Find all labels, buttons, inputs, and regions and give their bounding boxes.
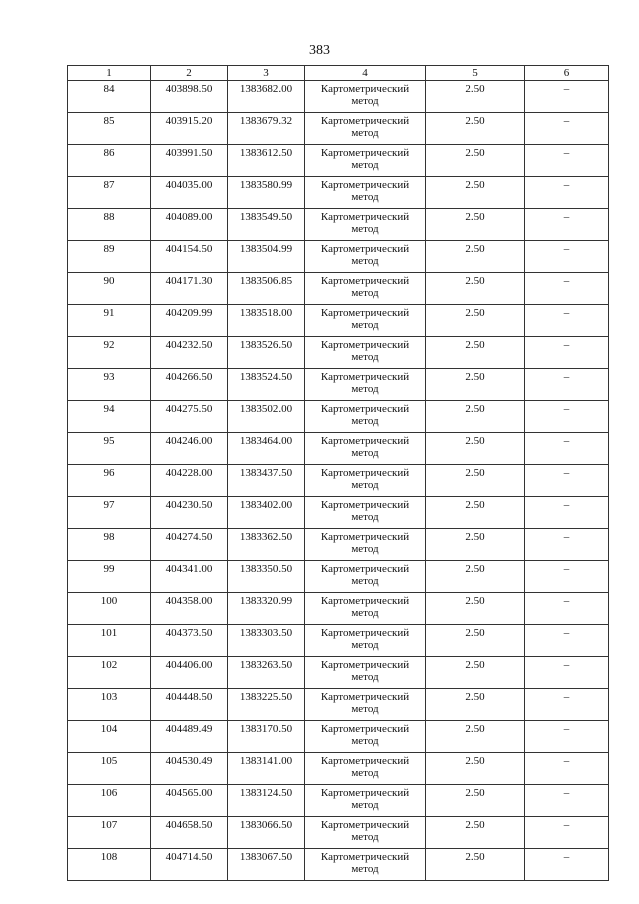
note-cell: – [525,849,609,881]
point-number-cell: 97 [68,497,151,529]
y-coordinate-cell: 1383682.00 [228,81,305,113]
x-coordinate-cell: 404209.99 [151,305,228,337]
accuracy-cell: 2.50 [426,241,525,273]
y-coordinate-cell: 1383402.00 [228,497,305,529]
column-header: 3 [228,66,305,81]
accuracy-cell: 2.50 [426,273,525,305]
point-number-cell: 85 [68,113,151,145]
y-coordinate-cell: 1383524.50 [228,369,305,401]
y-coordinate-cell: 1383506.85 [228,273,305,305]
point-number-cell: 106 [68,785,151,817]
method-line-1: Картометрический [320,851,410,863]
method-line-1: Картометрический [320,627,410,639]
x-coordinate-cell: 404274.50 [151,529,228,561]
y-coordinate-cell: 1383225.50 [228,689,305,721]
point-number-cell: 104 [68,721,151,753]
point-number-cell: 87 [68,177,151,209]
point-number-cell: 105 [68,753,151,785]
y-coordinate-cell: 1383303.50 [228,625,305,657]
method-line-2: метод [351,799,379,811]
table-row [68,337,609,369]
table-row [68,817,609,849]
table-row [68,241,609,273]
accuracy-cell: 2.50 [426,465,525,497]
accuracy-cell: 2.50 [426,753,525,785]
point-number-cell: 107 [68,817,151,849]
point-number-cell: 91 [68,305,151,337]
method-line-1: Картометрический [320,691,410,703]
method-line-2: метод [351,543,379,555]
x-coordinate-cell: 404530.49 [151,753,228,785]
x-coordinate-cell: 404266.50 [151,369,228,401]
note-cell: – [525,625,609,657]
method-cell [305,241,426,273]
method-line-1: Картометрический [320,147,410,159]
accuracy-cell: 2.50 [426,337,525,369]
coordinates-table [67,65,609,881]
note-cell: – [525,241,609,273]
table-row [68,785,609,817]
method-cell [305,849,426,881]
point-number-cell: 102 [68,657,151,689]
method-cell [305,753,426,785]
y-coordinate-cell: 1383502.00 [228,401,305,433]
method-line-1: Картометрический [320,499,410,511]
method-cell [305,273,426,305]
column-header: 5 [426,66,525,81]
table-row [68,593,609,625]
x-coordinate-cell: 404230.50 [151,497,228,529]
x-coordinate-cell: 404358.00 [151,593,228,625]
method-cell [305,401,426,433]
accuracy-cell: 2.50 [426,81,525,113]
method-line-2: метод [351,575,379,587]
x-coordinate-cell: 404489.49 [151,721,228,753]
header-row [68,66,609,81]
method-cell [305,369,426,401]
note-cell: – [525,145,609,177]
method-line-1: Картометрический [320,595,410,607]
point-number-cell: 96 [68,465,151,497]
method-cell [305,337,426,369]
y-coordinate-cell: 1383612.50 [228,145,305,177]
x-coordinate-cell: 404448.50 [151,689,228,721]
x-coordinate-cell: 403991.50 [151,145,228,177]
method-line-2: метод [351,703,379,715]
method-cell [305,785,426,817]
method-line-2: метод [351,191,379,203]
accuracy-cell: 2.50 [426,785,525,817]
y-coordinate-cell: 1383141.00 [228,753,305,785]
table-row [68,561,609,593]
method-line-2: метод [351,415,379,427]
y-coordinate-cell: 1383526.50 [228,337,305,369]
method-line-2: метод [351,479,379,491]
x-coordinate-cell: 404565.00 [151,785,228,817]
y-coordinate-cell: 1383320.99 [228,593,305,625]
point-number-cell: 90 [68,273,151,305]
note-cell: – [525,401,609,433]
y-coordinate-cell: 1383170.50 [228,721,305,753]
note-cell: – [525,113,609,145]
point-number-cell: 92 [68,337,151,369]
method-cell [305,817,426,849]
method-cell [305,305,426,337]
method-line-2: метод [351,287,379,299]
table-row [68,849,609,881]
method-line-1: Картометрический [320,723,410,735]
method-line-2: метод [351,607,379,619]
method-line-2: метод [351,735,379,747]
x-coordinate-cell: 404658.50 [151,817,228,849]
x-coordinate-cell: 404232.50 [151,337,228,369]
table-row [68,433,609,465]
table-row [68,401,609,433]
accuracy-cell: 2.50 [426,113,525,145]
point-number-cell: 84 [68,81,151,113]
y-coordinate-cell: 1383350.50 [228,561,305,593]
note-cell: – [525,561,609,593]
y-coordinate-cell: 1383362.50 [228,529,305,561]
method-line-2: метод [351,255,379,267]
accuracy-cell: 2.50 [426,145,525,177]
accuracy-cell: 2.50 [426,593,525,625]
table-row [68,689,609,721]
method-cell [305,689,426,721]
point-number-cell: 93 [68,369,151,401]
method-line-2: метод [351,383,379,395]
point-number-cell: 101 [68,625,151,657]
point-number-cell: 99 [68,561,151,593]
y-coordinate-cell: 1383518.00 [228,305,305,337]
accuracy-cell: 2.50 [426,209,525,241]
table-row [68,145,609,177]
table-row [68,177,609,209]
y-coordinate-cell: 1383067.50 [228,849,305,881]
method-line-1: Картометрический [320,211,410,223]
method-line-1: Картометрический [320,819,410,831]
note-cell: – [525,529,609,561]
x-coordinate-cell: 403915.20 [151,113,228,145]
accuracy-cell: 2.50 [426,529,525,561]
x-coordinate-cell: 404035.00 [151,177,228,209]
table-row [68,305,609,337]
accuracy-cell: 2.50 [426,689,525,721]
page-number: 383 [309,43,330,58]
accuracy-cell: 2.50 [426,433,525,465]
note-cell: – [525,433,609,465]
note-cell: – [525,465,609,497]
accuracy-cell: 2.50 [426,849,525,881]
note-cell: – [525,81,609,113]
note-cell: – [525,177,609,209]
method-line-2: метод [351,671,379,683]
method-line-1: Картометрический [320,563,410,575]
point-number-cell: 89 [68,241,151,273]
note-cell: – [525,817,609,849]
note-cell: – [525,721,609,753]
y-coordinate-cell: 1383580.99 [228,177,305,209]
accuracy-cell: 2.50 [426,721,525,753]
y-coordinate-cell: 1383263.50 [228,657,305,689]
accuracy-cell: 2.50 [426,657,525,689]
accuracy-cell: 2.50 [426,497,525,529]
method-line-2: метод [351,127,379,139]
method-line-2: метод [351,95,379,107]
table-row [68,721,609,753]
accuracy-cell: 2.50 [426,625,525,657]
y-coordinate-cell: 1383124.50 [228,785,305,817]
table-row [68,529,609,561]
method-line-2: метод [351,863,379,875]
method-line-1: Картометрический [320,243,410,255]
method-cell [305,177,426,209]
method-cell [305,465,426,497]
method-line-2: метод [351,319,379,331]
method-cell [305,721,426,753]
accuracy-cell: 2.50 [426,305,525,337]
method-cell [305,497,426,529]
column-header: 6 [525,66,609,81]
table-row [68,625,609,657]
method-line-1: Картометрический [320,531,410,543]
method-cell [305,657,426,689]
x-coordinate-cell: 404341.00 [151,561,228,593]
point-number-cell: 86 [68,145,151,177]
method-cell [305,529,426,561]
x-coordinate-cell: 404154.50 [151,241,228,273]
y-coordinate-cell: 1383549.50 [228,209,305,241]
method-line-2: метод [351,351,379,363]
table-row [68,753,609,785]
y-coordinate-cell: 1383437.50 [228,465,305,497]
method-line-1: Картометрический [320,371,410,383]
method-line-1: Картометрический [320,787,410,799]
method-line-1: Картометрический [320,467,410,479]
column-header: 2 [151,66,228,81]
table-row [68,497,609,529]
table-row [68,273,609,305]
note-cell: – [525,593,609,625]
y-coordinate-cell: 1383464.00 [228,433,305,465]
method-line-2: метод [351,639,379,651]
method-cell [305,625,426,657]
method-line-1: Картометрический [320,659,410,671]
note-cell: – [525,337,609,369]
point-number-cell: 88 [68,209,151,241]
point-number-cell: 103 [68,689,151,721]
x-coordinate-cell: 404089.00 [151,209,228,241]
method-cell [305,433,426,465]
table-row [68,465,609,497]
table-row [68,369,609,401]
note-cell: – [525,657,609,689]
table-row [68,657,609,689]
accuracy-cell: 2.50 [426,369,525,401]
y-coordinate-cell: 1383504.99 [228,241,305,273]
accuracy-cell: 2.50 [426,561,525,593]
point-number-cell: 100 [68,593,151,625]
note-cell: – [525,785,609,817]
table-row [68,113,609,145]
x-coordinate-cell: 404246.00 [151,433,228,465]
x-coordinate-cell: 404406.00 [151,657,228,689]
method-line-2: метод [351,447,379,459]
column-header: 1 [68,66,151,81]
point-number-cell: 98 [68,529,151,561]
method-line-2: метод [351,767,379,779]
method-cell [305,145,426,177]
accuracy-cell: 2.50 [426,817,525,849]
method-line-1: Картометрический [320,755,410,767]
method-line-1: Картометрический [320,339,410,351]
note-cell: – [525,369,609,401]
point-number-cell: 108 [68,849,151,881]
accuracy-cell: 2.50 [426,401,525,433]
method-line-1: Картометрический [320,275,410,287]
method-line-2: метод [351,831,379,843]
method-line-1: Картометрический [320,115,410,127]
x-coordinate-cell: 404275.50 [151,401,228,433]
method-line-2: метод [351,511,379,523]
note-cell: – [525,753,609,785]
method-line-1: Картометрический [320,307,410,319]
point-number-cell: 95 [68,433,151,465]
y-coordinate-cell: 1383679.32 [228,113,305,145]
method-line-1: Картометрический [320,403,410,415]
x-coordinate-cell: 404228.00 [151,465,228,497]
point-number-cell: 94 [68,401,151,433]
method-line-2: метод [351,159,379,171]
method-cell [305,209,426,241]
x-coordinate-cell: 404373.50 [151,625,228,657]
method-line-2: метод [351,223,379,235]
x-coordinate-cell: 404714.50 [151,849,228,881]
method-cell [305,593,426,625]
y-coordinate-cell: 1383066.50 [228,817,305,849]
x-coordinate-cell: 404171.30 [151,273,228,305]
method-line-1: Картометрический [320,83,410,95]
x-coordinate-cell: 403898.50 [151,81,228,113]
table-row [68,209,609,241]
note-cell: – [525,497,609,529]
method-line-1: Картометрический [320,435,410,447]
column-header: 4 [305,66,426,81]
method-cell [305,561,426,593]
method-line-1: Картометрический [320,179,410,191]
method-cell [305,81,426,113]
method-cell [305,113,426,145]
note-cell: – [525,273,609,305]
note-cell: – [525,209,609,241]
table-row [68,81,609,113]
note-cell: – [525,305,609,337]
accuracy-cell: 2.50 [426,177,525,209]
note-cell: – [525,689,609,721]
